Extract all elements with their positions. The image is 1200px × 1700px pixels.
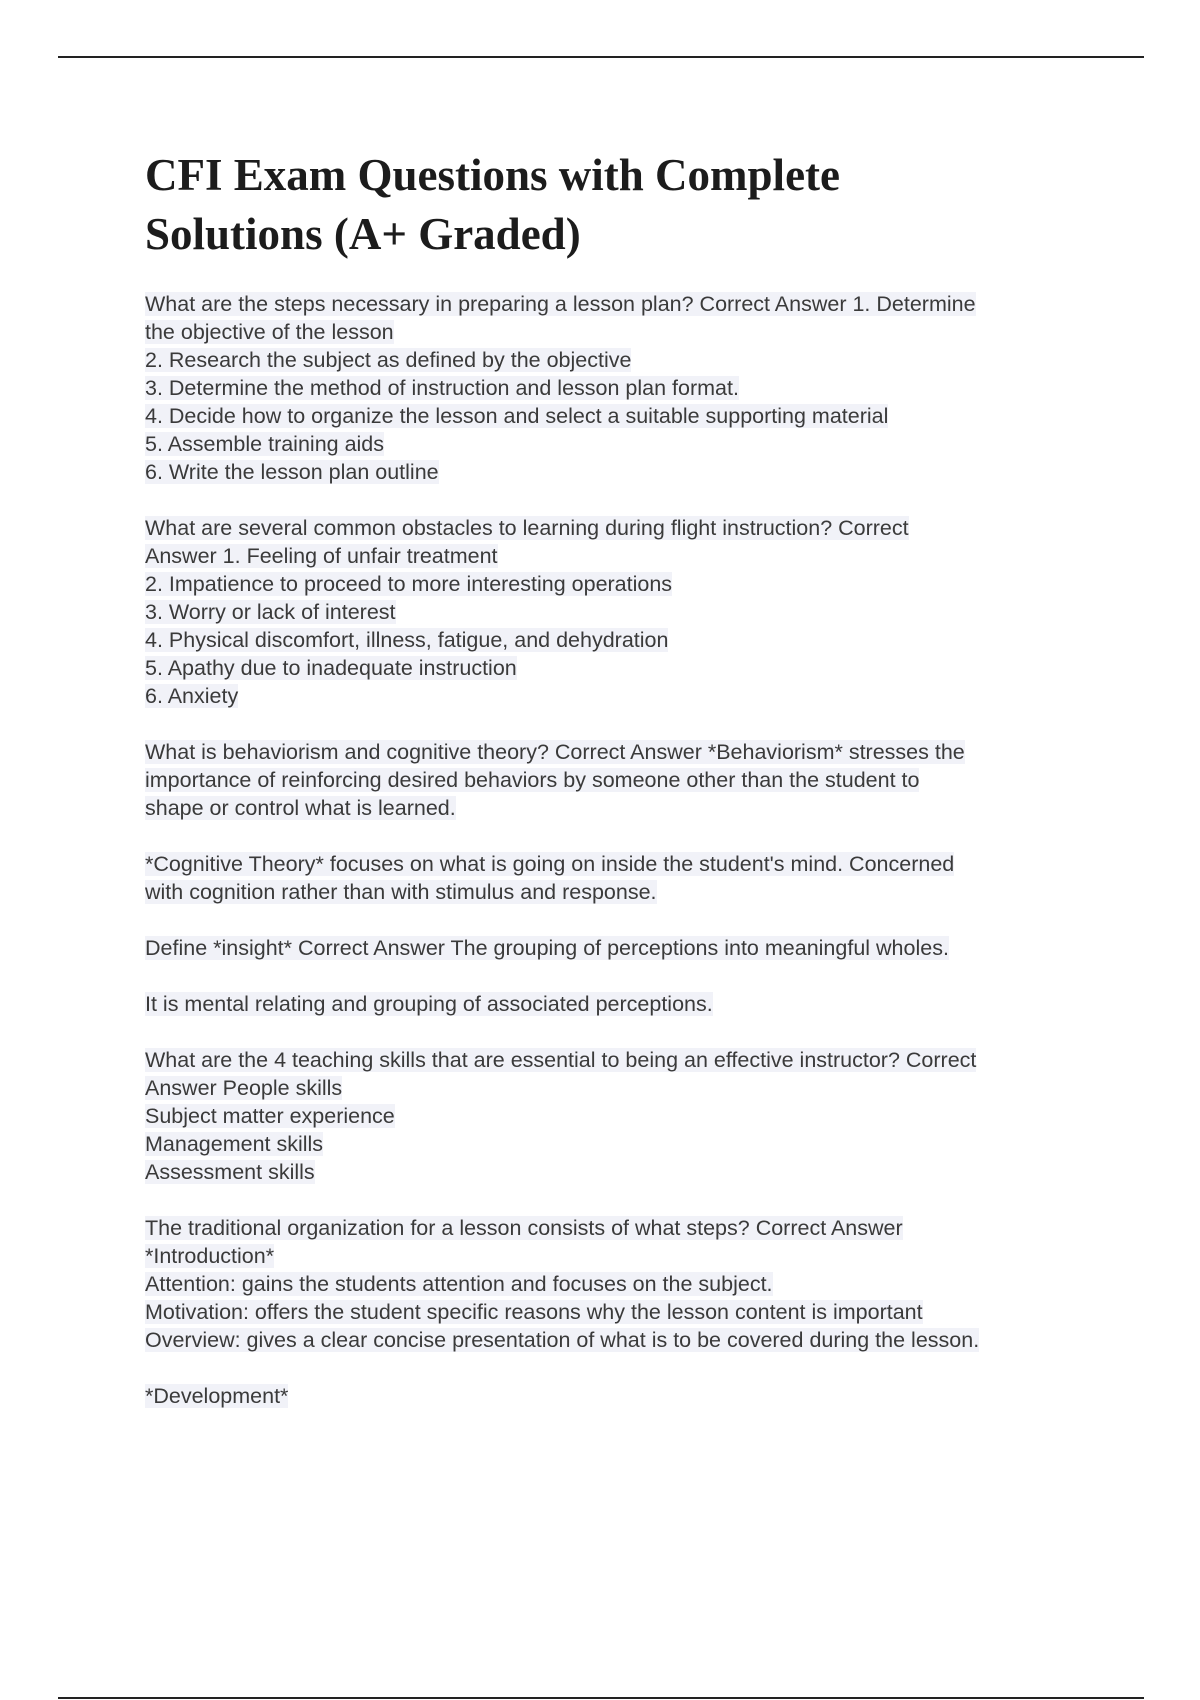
text-line: 3. Determine the method of instruction and lesson plan format. bbox=[145, 376, 739, 400]
text-line: *Cognitive Theory* focuses on what is going on inside the student's mind. Concerned bbox=[145, 852, 955, 876]
text-line: Subject matter experience bbox=[145, 1104, 395, 1128]
title-line: CFI Exam Questions with Complete bbox=[145, 150, 840, 200]
text-line: 6. Anxiety bbox=[145, 684, 239, 708]
title-line: Solutions (A+ Graded) bbox=[145, 209, 581, 259]
document-title bbox=[145, 146, 1095, 264]
text-line: Answer People skills bbox=[145, 1076, 343, 1100]
qa-cognitive-theory bbox=[145, 850, 1095, 906]
text-line: Assessment skills bbox=[145, 1160, 315, 1184]
text-line: Overview: gives a clear concise presentation of what is to be covered during the lesson. bbox=[145, 1328, 980, 1352]
qa-development bbox=[145, 1382, 1095, 1410]
text-line: 2. Research the subject as defined by the objective bbox=[145, 348, 632, 372]
text-line: 2. Impatience to proceed to more interesting operations bbox=[145, 572, 673, 596]
text-line: 6. Write the lesson plan outline bbox=[145, 460, 439, 484]
text-line: with cognition rather than with stimulus and response. bbox=[145, 880, 657, 904]
text-line: It is mental relating and grouping of associated perceptions. bbox=[145, 992, 713, 1016]
text-line: Answer 1. Feeling of unfair treatment bbox=[145, 544, 498, 568]
text-line: importance of reinforcing desired behaviors by someone other than the student to bbox=[145, 768, 920, 792]
qa-steps-lesson-plan bbox=[145, 290, 1095, 486]
text-line: Attention: gains the students attention and focuses on the subject. bbox=[145, 1272, 773, 1296]
text-line: the objective of the lesson bbox=[145, 320, 394, 344]
text-line: Motivation: offers the student specific reasons why the lesson content is important bbox=[145, 1300, 923, 1324]
text-line: *Introduction* bbox=[145, 1244, 275, 1268]
document-body bbox=[145, 146, 1095, 1438]
qa-lesson-organization bbox=[145, 1214, 1095, 1354]
text-line: The traditional organization for a lesson consists of what steps? Correct Answer bbox=[145, 1216, 903, 1240]
text-line: What are several common obstacles to learning during flight instruction? Correct bbox=[145, 516, 909, 540]
qa-insight bbox=[145, 934, 1095, 962]
text-line: Define *insight* Correct Answer The grouping of perceptions into meaningful wholes. bbox=[145, 936, 949, 960]
text-line: 3. Worry or lack of interest bbox=[145, 600, 396, 624]
text-line: 5. Assemble training aids bbox=[145, 432, 385, 456]
qa-obstacles-to-learning bbox=[145, 514, 1095, 710]
text-line: shape or control what is learned. bbox=[145, 796, 456, 820]
text-line: What are the steps necessary in preparing a lesson plan? Correct Answer 1. Determine bbox=[145, 292, 976, 316]
text-line: 5. Apathy due to inadequate instruction bbox=[145, 656, 517, 680]
qa-insight-detail bbox=[145, 990, 1095, 1018]
text-line: 4. Decide how to organize the lesson and select a suitable supporting material bbox=[145, 404, 889, 428]
text-line: What is behaviorism and cognitive theory? Correct Answer *Behaviorism* stresses the bbox=[145, 740, 965, 764]
qa-teaching-skills bbox=[145, 1046, 1095, 1186]
text-line: *Development* bbox=[145, 1384, 289, 1408]
top-rule bbox=[58, 56, 1144, 58]
bottom-rule bbox=[58, 1697, 1144, 1699]
qa-behaviorism bbox=[145, 738, 1095, 822]
text-line: What are the 4 teaching skills that are essential to being an effective instructor? Correct bbox=[145, 1048, 977, 1072]
text-line: Management skills bbox=[145, 1132, 324, 1156]
text-line: 4. Physical discomfort, illness, fatigue, and dehydration bbox=[145, 628, 669, 652]
